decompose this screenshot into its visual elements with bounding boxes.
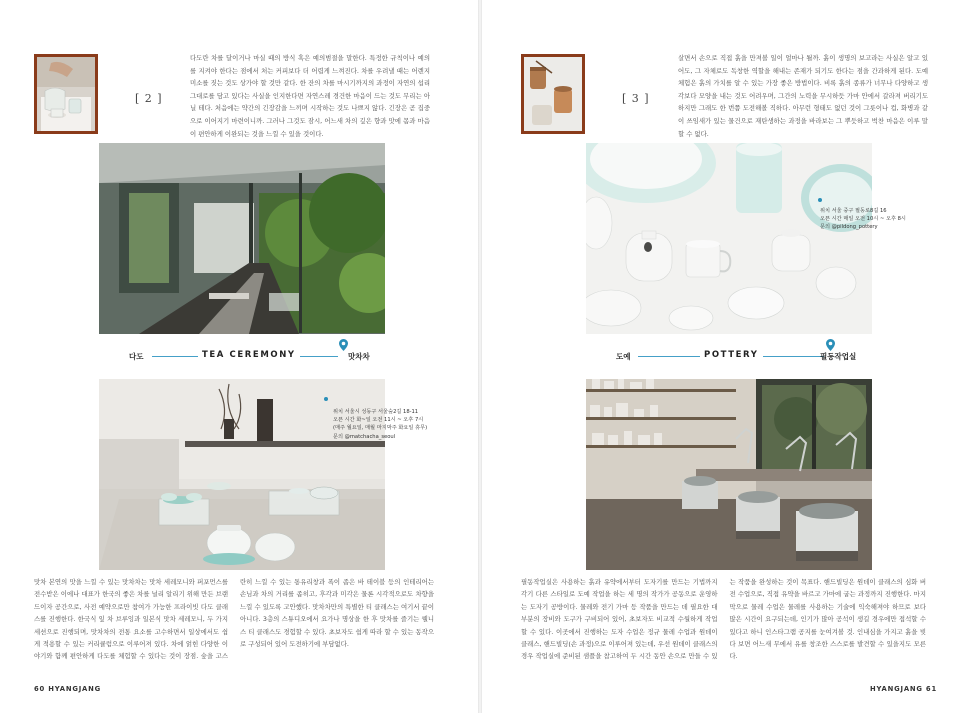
section-number: [ 3 ]: [622, 92, 650, 105]
place-name: 맛차차: [348, 352, 370, 361]
tea-room-photo: [99, 143, 385, 334]
page-folio: 60 HYANGJANG: [34, 685, 101, 693]
page-folio: HYANGJANG 61: [870, 685, 937, 693]
place-name: 필동작업실: [820, 352, 857, 361]
section-label-en: TEA CEREMONY: [198, 350, 300, 360]
pottery-studio-photo: [586, 379, 872, 570]
info-line: 문의 @matchacha_seoul: [333, 433, 396, 440]
info-line: 문의 @pildong_pottery: [820, 224, 878, 231]
info-line: 위치 서울시 성동구 서울숲2길 18-11: [333, 409, 419, 415]
location-pin-icon: [339, 339, 348, 351]
venue-info: [820, 207, 920, 232]
section-label-en: POTTERY: [700, 350, 763, 360]
tea-thumbnail: [34, 54, 98, 134]
body-text: 맛차 본연의 맛을 느낄 수 있는 맛차차는 맛차 세레모니와 퍼포먼스를 전수받은 이에나 대표가 한국의 좋은 차를 널리 알리기 위해 만든 브랜드이자 공간으로, 사전 예약으로만 참여가 가능한 프라이빗 다도 클래스를 진행한다. 한국식 잎 차 브루잉과 일본식 맛차 세레모니, 두 가지 세션으로 진행되며, 맛차차의 전통 요소를 고수하면서 일상에서도 쉽게 적용할 수 있는 커리큘럼으로 이루어져 있다. 차에 얽힌 다양한 이야기와 함께 편안하게 다도를 체험할 수 있다는 것이 장점. 숲을 고스란히 느낄 수 있는 통유리창과 폭이 좁은 바 테이블 등의 인테리어는 손님과 차의 거리를 좁히고, 후각과 미각은 물론 시각적으로도 차향을 느낄 수 있도록 고안했다. 맛차차만의 특별한 티 클래스는 여기서 끝이 아니다. 3층의 스튜디오에서 요가나 명상을 한 후 맛차를 즐기는 웰니스 티 클래스도 경험할 수 있다. 초보자도 쉽게 따라 할 수 있는 동작으로 구성되어 있어 도전하기에 부담없다.: [34, 578, 434, 661]
intro-paragraph: 살면서 손으로 직접 흙을 만져볼 일이 얼마나 될까. 흙이 생명의 보고라는 사실은 알고 있어도, 그 자체로도 독창한 역할을 해내는 존재가 되기도 한다는 점을 간과하게 된다. 도예 체험은 흙의 가치를 알 수 있는 가장 좋은 방법이다. 비록 흙의 종류가 너무나 다양하고 생각보다 모양을 내는 것도 어려우며, 그간의 노력을 무시하듯 가마 안에서 갈라져 버리기도 하지만 그래도 한 번쯤 도전해볼 직하다. 아무런 형태도 없던 것이 그릇이나 컵, 화병과 같이 쓰임새가 있는 물건으로 재탄생하는 과정을 바라보는 그 뿌듯하고 벅찬 마음은 이루 말할 수 없다.: [678, 54, 928, 138]
page-gutter: [478, 0, 482, 713]
info-line: 오픈 시간 매일 오전 10시 ~ 오후 8시: [820, 216, 906, 223]
section-label-ko: 도예: [616, 352, 631, 361]
section-label-ko: 다도: [129, 352, 144, 361]
info-dot: [818, 198, 822, 202]
ceramics-photo: [586, 143, 872, 334]
body-text: 필동작업실은 사용하는 흙과 유약에서부터 도자기를 만드는 기법까지 각기 다른 스타일로 도예 작업을 하는 세 명의 작가가 공동으로 운영하는 도자기 공방이다. 물레와 전기 가마 등 작품을 만드는 데 필요한 대부분의 장비와 도구가 구비되어 있어, 초보자도 비교적 수월하게 작업할 수 있다. 이곳에서 진행하는 도자 수업은 정규 물레 수업과 원데이 클래스, 핸드빌딩(손 과정)으로 이루어져 있는데, 우선 원데이 클래스의 경우 작업실에 준비된 샘플을 참고하여 두 시간 동안 손으로 만들 수 있는 작품을 완성하는 것이 목표다. 핸드빌딩은 원데이 클래스의 심화 버전 수업으로, 직접 유약을 바르고 가마에 굽는 과정까지 진행한다. 마지막으로 물레 수업은 물레를 사용하는 기술에 익숙해져야 하므로 보다 많은 시간이 요구되는데, 인기가 많아 공석이 생길 경우에만 접석할 수 있다고 하니 인스타그램 공지를 눈여겨볼 것. 인내심을 가지고 흙을 빚다 보면 어느새 무에서 유를 창조한 스스로를 발견할 수 있을지도 모른다.: [521, 578, 926, 661]
location-pin-icon: [826, 339, 835, 351]
info-dot: [324, 397, 328, 401]
intro-paragraph: 다도란 차를 달이거나 마실 때의 방식 혹은 예의범절을 말한다. 특정한 규칙이나 예의를 지켜야 한다는 점에서 처는 커피보다 더 어렵게 느껴진다. 차를 우려낼 때는 어렌지 미소를 짓는 것도 상가야 할 것만 같다. 한 잔의 차를 마시기까지의 과정이 자연의 섭리 그대로를 담고 있다는 사실을 인지한다면 자연스레 경건한 마음이 드는 것도 무리는 아닐 테다. 처음에는 약간의 긴장감을 느끼며 시작하는 것도 나쁘지 않다. 긴장은 곧 집중으로 이어지기 마련이니까. 그러나 그것도 잠시, 어느새 차의 깊은 향과 맛에 몸과 마음이 편안하게 이완되는 것을 느낄 수 있을 것이다.: [190, 54, 430, 138]
venue-info: [333, 408, 428, 441]
info-line: 오픈 시간 화~일 오전 11시 ~ 오후 7시: [333, 417, 424, 424]
section-number: [ 2 ]: [135, 92, 163, 105]
pottery-thumbnail: [521, 54, 585, 134]
info-line: (매주 월요일, 매월 마지막주 화요일 휴무): [333, 425, 428, 432]
info-line: 위치 서울 중구 필동로8길 16: [820, 208, 887, 214]
